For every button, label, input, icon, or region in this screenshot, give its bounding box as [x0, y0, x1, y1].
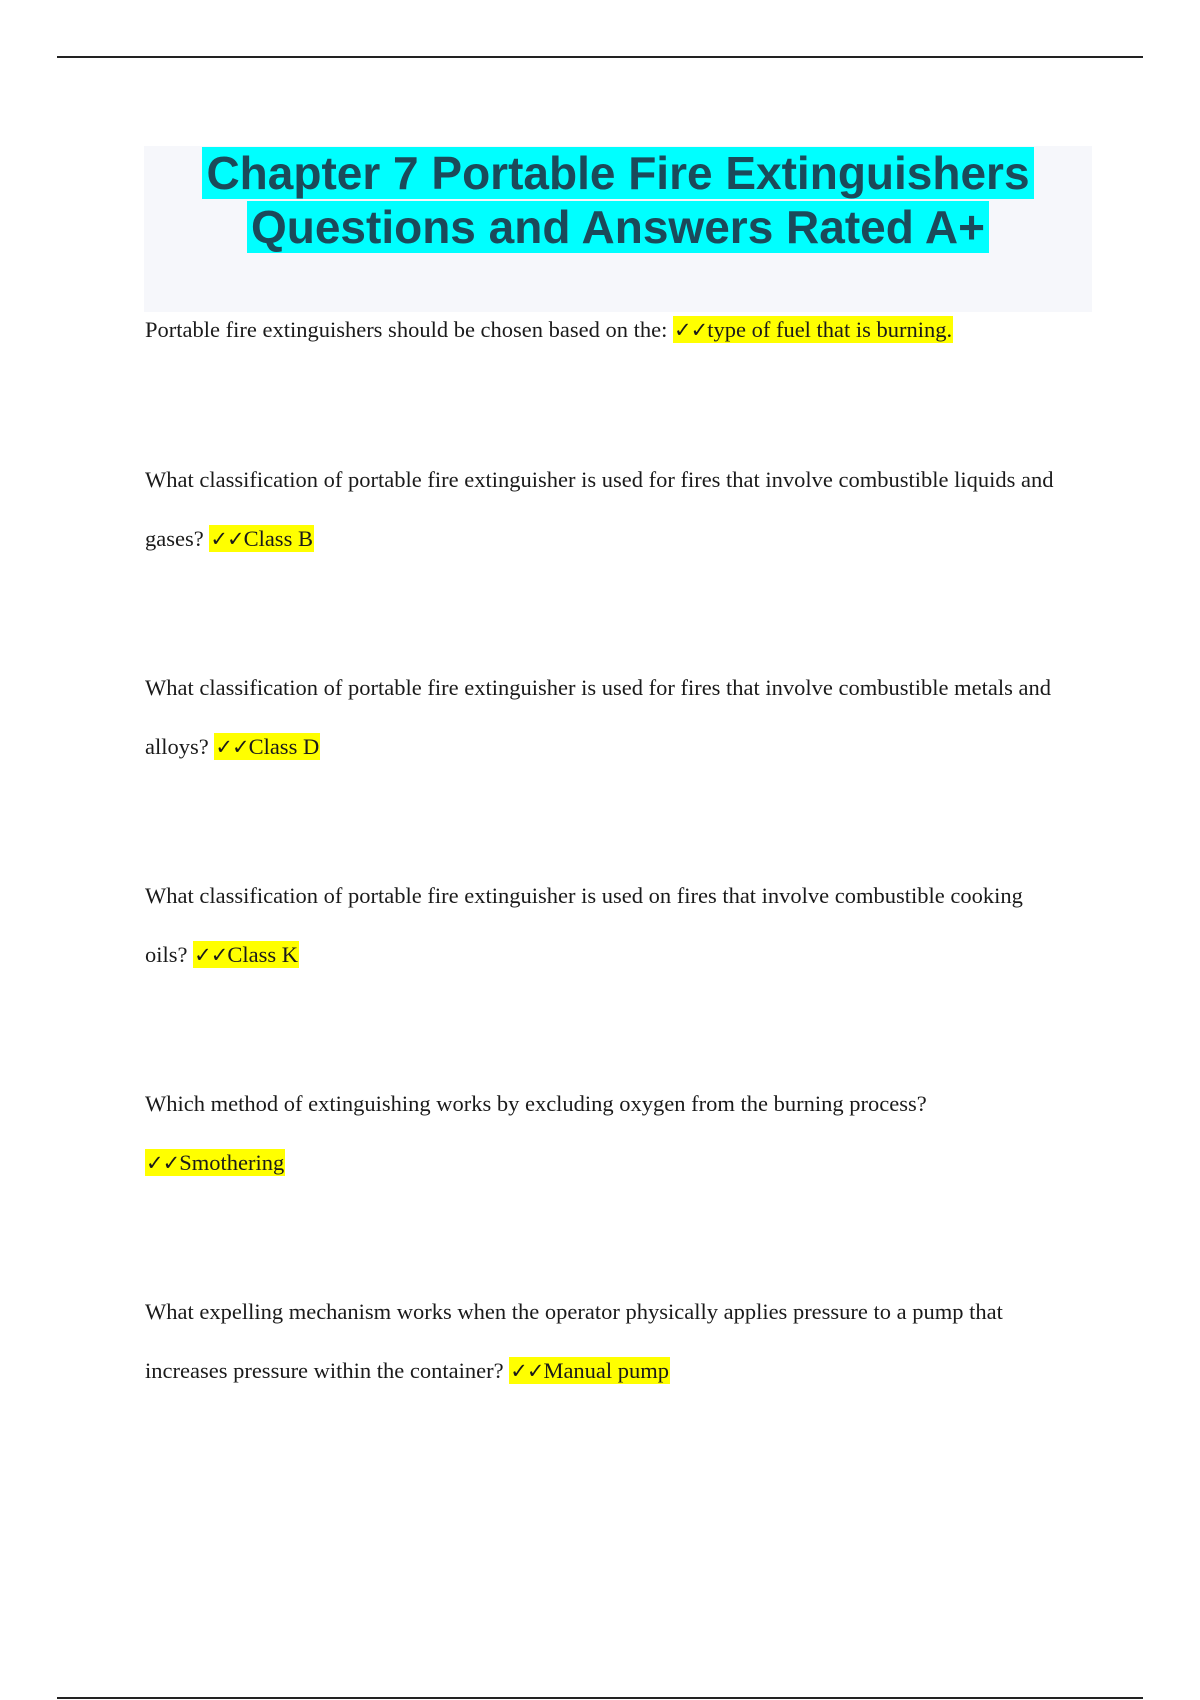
answer-highlight [209, 525, 314, 552]
answer-text: Class K [227, 942, 298, 967]
answer-text: Class B [243, 526, 313, 551]
question-text: What classification of portable fire extinguisher is used for fires that involve combustible liquids and gases? [145, 467, 1054, 551]
qa-item [145, 1282, 1085, 1401]
title-block [144, 146, 1092, 312]
bottom-rule [57, 1697, 1143, 1699]
answer-highlight [145, 1149, 285, 1176]
answer-highlight [509, 1357, 670, 1384]
qa-item [145, 1074, 1025, 1193]
title-line-2: Questions and Answers Rated A+ [247, 201, 989, 253]
answer-highlight [193, 941, 299, 968]
question-text: What classification of portable fire extinguisher is used for fires that involve combustible metals and alloys? [145, 675, 1051, 759]
answer-text: Class D [248, 734, 320, 759]
check-mark-icon: ✓✓ [510, 1359, 544, 1383]
qa-item [145, 658, 1085, 777]
top-rule [57, 56, 1143, 58]
title-line-1: Chapter 7 Portable Fire Extinguishers [202, 147, 1033, 199]
answer-text: Manual pump [543, 1358, 670, 1383]
document-title [144, 146, 1092, 254]
question-text: Portable fire extinguishers should be chosen based on the: [145, 317, 668, 342]
question-text: What classification of portable fire extinguisher is used on fires that involve combustible cooking oils? [145, 883, 1023, 967]
answer-text: type of fuel that is burning. [707, 317, 953, 342]
check-mark-icon: ✓✓ [674, 318, 708, 342]
qa-item [145, 866, 1025, 985]
check-mark-icon: ✓✓ [146, 1151, 180, 1175]
check-mark-icon: ✓✓ [215, 735, 249, 759]
answer-highlight [214, 733, 320, 760]
answer-text: Smothering [179, 1150, 285, 1175]
answer-highlight [673, 316, 953, 343]
check-mark-icon: ✓✓ [194, 943, 228, 967]
qa-item [145, 300, 1085, 360]
question-text: What expelling mechanism works when the operator physically applies pressure to a pump that increases pressure within the container? [145, 1299, 1003, 1383]
question-text: Which method of extinguishing works by excluding oxygen from the burning process? [145, 1091, 927, 1116]
check-mark-icon: ✓✓ [210, 527, 244, 551]
qa-item [145, 450, 1085, 569]
